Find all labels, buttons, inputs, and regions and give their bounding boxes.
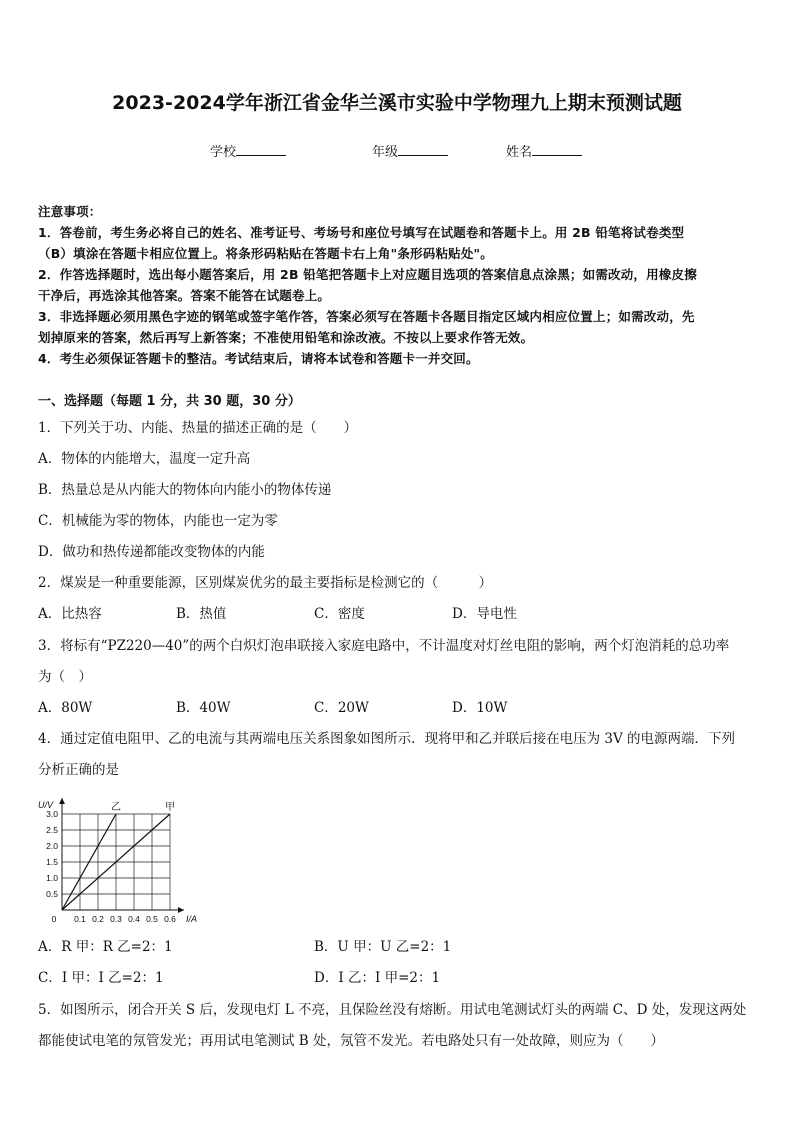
x-tick-label: 0.4 [128, 914, 140, 924]
question-2-option-c: C．密度 [314, 606, 365, 622]
y-axis-arrow [59, 798, 65, 804]
page-title: 2023-2024学年浙江省金华兰溪市实验中学物理九上期末预测试题 [112, 92, 682, 114]
y-tick-label: 1.0 [46, 873, 58, 883]
y-tick-label: 2.5 [46, 825, 58, 835]
x-tick-label: 0.1 [74, 914, 86, 924]
grade-field [372, 141, 448, 160]
question-4-stem: 4．通过定值电阻甲、乙的电流与其两端电压关系图象如图所示．现将甲和乙并联后接在电压为 3V 的电源两端．下列 [38, 731, 736, 747]
school-label: 学校 [210, 145, 237, 160]
question-2-option-d: D．导电性 [452, 606, 517, 622]
x-axis-label: I/A [186, 914, 198, 924]
name-label: 姓名 [506, 145, 533, 160]
question-4-option-d: D．I 乙：I 甲=2：1 [314, 970, 441, 986]
question-3-option-b: B．40W [176, 700, 231, 716]
question-3-option-a: A．80W [38, 700, 93, 716]
question-4-option-a: A．R 甲：R 乙=2：1 [38, 939, 173, 955]
question-1-option-b: B．热量总是从内能大的物体向内能小的物体传递 [38, 482, 332, 498]
x-axis-arrow [178, 907, 184, 913]
note-line: 划掉原来的答案，然后再写上新答案；不准使用铅笔和涂改液。不按以上要求作答无效。 [38, 330, 534, 345]
grade-blank [398, 143, 448, 156]
x-tick-label: 0.6 [164, 914, 176, 924]
question-5-stem-cont: 都能使试电笔的氖管发光；再用试电笔测试 B 处，氖管不发光。若电路处只有一处故障，则应为（ ） [38, 1033, 665, 1049]
y-tick-label: 0.5 [46, 889, 58, 899]
question-2-option-b: B．热值 [176, 606, 227, 622]
question-1-stem: 1．下列关于功、内能、热量的描述正确的是（ ） [38, 420, 358, 436]
x-tick-label: 0.2 [92, 914, 104, 924]
note-line: 4．考生必须保证答题卡的整洁。考试结束后，请将本试卷和答题卡一并交回。 [38, 351, 479, 366]
name-blank [532, 143, 582, 156]
y-tick-label: 3.0 [46, 809, 58, 819]
x-tick-label: 0.5 [146, 914, 158, 924]
note-line: 干净后，再选涂其他答案。答案不能答在试题卷上。 [38, 288, 331, 303]
section-heading: 一、选择题（每题 1 分，共 30 题，30 分） [38, 394, 301, 409]
y-tick-label: 2.0 [46, 841, 58, 851]
notes-heading: 注意事项： [38, 204, 102, 219]
question-4-option-b: B．U 甲：U 乙=2：1 [314, 939, 452, 955]
note-line: 3．非选择题必须用黑色字迹的钢笔或签字笔作答，答案必须写在答题卡各题目指定区域内相应位置上；如需改动，先 [38, 309, 695, 324]
grade-label: 年级 [372, 145, 399, 160]
question-1-option-c: C．机械能为零的物体，内能也一定为零 [38, 513, 278, 529]
question-4-option-c: C．I 甲：I 乙=2：1 [38, 970, 164, 986]
iu-graph [30, 788, 210, 928]
question-1-option-a: A．物体的内能增大，温度一定升高 [38, 451, 251, 467]
y-axis-label: U/V [38, 800, 54, 810]
question-3-option-d: D．10W [452, 700, 508, 716]
question-1-option-d: D．做功和热传递都能改变物体的内能 [38, 544, 265, 560]
x-tick-label: 0 [51, 914, 57, 924]
question-4-stem-cont: 分析正确的是 [38, 762, 119, 778]
note-line: 2．作答选择题时，选出每小题答案后，用 2B 铅笔把答题卡上对应题目选项的答案信息点涂黑；如需改动，用橡皮擦 [38, 267, 697, 282]
note-line: 1．答卷前，考生务必将自己的姓名、准考证号、考场号和座位号填写在试题卷和答题卡上。用 2B 铅笔将试卷类型 [38, 225, 685, 240]
name-field [506, 141, 582, 160]
question-5-stem: 5．如图所示，闭合开关 S 后，发现电灯 L 不亮，且保险丝没有熔断。用试电笔测试灯头的两端 C、D 处，发现这两处 [38, 1002, 747, 1018]
series-label-1: 乙 [111, 802, 121, 813]
school-field [210, 141, 286, 160]
x-tick-label: 0.3 [110, 914, 122, 924]
school-blank [236, 143, 286, 156]
note-line: （B）填涂在答题卡相应位置上。将条形码粘贴在答题卡右上角"条形码粘贴处"。 [38, 246, 493, 261]
series-label-2: 甲 [165, 802, 175, 813]
y-tick-label: 1.5 [46, 857, 58, 867]
question-2-stem: 2．煤炭是一种重要能源，区别煤炭优劣的最主要指标是检测它的（ ） [38, 575, 493, 591]
question-2-option-a: A．比热容 [38, 606, 102, 622]
question-3-option-c: C．20W [314, 700, 369, 716]
question-3-stem-cont: 为（ ） [38, 669, 92, 685]
question-3-stem: 3．将标有“PZ220—40”的两个白炽灯泡串联接入家庭电路中，不计温度对灯丝电阻的影响，两个灯泡消耗的总功率 [38, 638, 730, 654]
